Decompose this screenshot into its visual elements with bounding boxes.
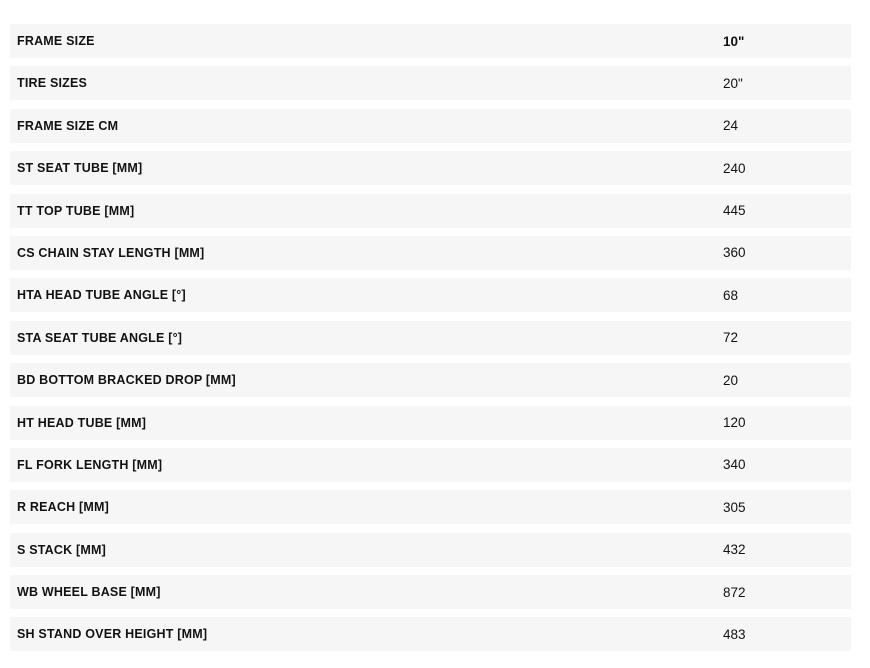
table-row bbox=[10, 617, 851, 651]
spec-value: 20 bbox=[723, 372, 739, 388]
spec-label: STA SEAT TUBE ANGLE [°] bbox=[17, 330, 183, 345]
spec-label: SH STAND OVER HEIGHT [MM] bbox=[17, 627, 208, 642]
table-row bbox=[10, 194, 851, 228]
table-row bbox=[10, 109, 851, 143]
spec-label: HT HEAD TUBE [MM] bbox=[17, 415, 147, 430]
spec-label: S STACK [MM] bbox=[17, 542, 106, 557]
table-row bbox=[10, 321, 851, 355]
spec-value: 240 bbox=[723, 160, 746, 176]
table-row bbox=[10, 490, 851, 524]
spec-value: 340 bbox=[723, 457, 746, 473]
table-row bbox=[10, 236, 851, 270]
spec-value: 68 bbox=[723, 287, 739, 303]
spec-label: HTA HEAD TUBE ANGLE [°] bbox=[17, 288, 186, 303]
table-row bbox=[10, 575, 851, 609]
table-row bbox=[10, 151, 851, 185]
spec-label: FRAME SIZE CM bbox=[17, 118, 119, 133]
table-row bbox=[10, 448, 851, 482]
spec-label: ST SEAT TUBE [MM] bbox=[17, 161, 143, 176]
spec-value: 72 bbox=[723, 330, 739, 346]
spec-label: R REACH [MM] bbox=[17, 500, 109, 515]
spec-value: 872 bbox=[723, 584, 746, 600]
spec-value: 483 bbox=[723, 626, 746, 642]
spec-value: 24 bbox=[723, 118, 739, 134]
geometry-spec-table bbox=[10, 24, 851, 651]
spec-value: 305 bbox=[723, 499, 746, 515]
spec-label: BD BOTTOM BRACKED DROP [MM] bbox=[17, 373, 236, 388]
spec-label: TT TOP TUBE [MM] bbox=[17, 203, 135, 218]
spec-label: TIRE SIZES bbox=[17, 76, 88, 91]
spec-label: FRAME SIZE bbox=[17, 34, 95, 48]
spec-value: 10" bbox=[723, 33, 745, 49]
spec-value: 20" bbox=[723, 75, 743, 91]
spec-value: 120 bbox=[723, 415, 746, 431]
table-row bbox=[10, 66, 851, 100]
spec-value: 360 bbox=[723, 245, 746, 261]
spec-value: 432 bbox=[723, 542, 746, 558]
table-row bbox=[10, 278, 851, 312]
spec-label: WB WHEEL BASE [MM] bbox=[17, 585, 161, 600]
spec-value: 445 bbox=[723, 203, 746, 219]
spec-label: FL FORK LENGTH [MM] bbox=[17, 457, 163, 472]
spec-label: CS CHAIN STAY LENGTH [MM] bbox=[17, 245, 205, 260]
table-row bbox=[10, 533, 851, 567]
table-row bbox=[10, 406, 851, 440]
table-row bbox=[10, 24, 851, 58]
table-row bbox=[10, 363, 851, 397]
